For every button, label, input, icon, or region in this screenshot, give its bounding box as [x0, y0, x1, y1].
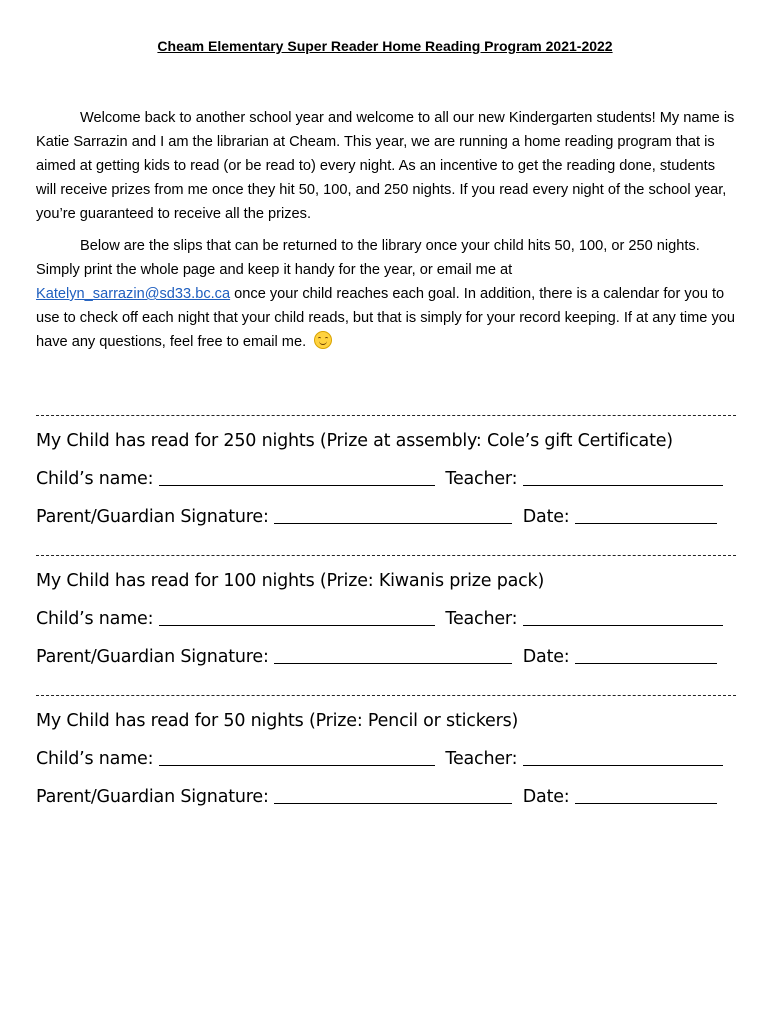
- date-field[interactable]: [575, 509, 717, 524]
- email-link[interactable]: Katelyn_sarrazin@sd33.bc.ca: [36, 286, 231, 302]
- teacher-label: Teacher:: [445, 749, 518, 769]
- signature-field[interactable]: [274, 789, 512, 804]
- cut-line: [36, 695, 736, 696]
- slip-50-signature-row: [36, 787, 717, 807]
- slip-100-heading: My Child has read for 100 nights (Prize: Kiwanis prize pack): [36, 571, 545, 591]
- teacher-label: Teacher:: [445, 609, 518, 629]
- document-title: Cheam Elementary Super Reader Home Reading Program 2021-2022: [157, 38, 613, 54]
- cut-line: [36, 555, 736, 556]
- teacher-field[interactable]: [523, 611, 723, 626]
- signature-label: Parent/Guardian Signature:: [36, 787, 269, 807]
- signature-field[interactable]: [274, 649, 512, 664]
- date-label: Date:: [522, 787, 570, 807]
- slip-250-heading: My Child has read for 250 nights (Prize at assembly: Cole’s gift Certificate): [36, 431, 673, 451]
- teacher-field[interactable]: [523, 751, 723, 766]
- teacher-label: Teacher:: [445, 469, 518, 489]
- slip-250-signature-row: [36, 507, 717, 527]
- date-field[interactable]: [575, 789, 717, 804]
- instructions-text-before: Below are the slips that can be returned to the library once your child hits 50, 100, or 250 nights. Simply print the whole page and keep it handy for the year, or email me at: [36, 238, 700, 278]
- smiling-face-icon: [314, 331, 332, 349]
- child-name-label: Child’s name:: [36, 609, 154, 629]
- signature-label: Parent/Guardian Signature:: [36, 507, 269, 527]
- child-name-label: Child’s name:: [36, 749, 154, 769]
- slip-50-name-row: [36, 749, 723, 769]
- slip-50-heading: My Child has read for 50 nights (Prize: Pencil or stickers): [36, 711, 519, 731]
- intro-paragraph: [36, 106, 736, 226]
- slip-100-name-row: [36, 609, 723, 629]
- date-label: Date:: [522, 507, 570, 527]
- intro-text: Welcome back to another school year and welcome to all our new Kindergarten students! My name is Katie Sarrazin and I am the librarian at Cheam. This year, we are running a home reading program that is aimed at getting kids to read (or be read to) every night. As an incentive to get the reading done, students will receive prizes from me once they hit 50, 100, and 250 nights. If you read every night of the school year, you’re guaranteed to receive all the prizes.: [36, 110, 735, 222]
- child-name-field[interactable]: [159, 611, 435, 626]
- child-name-label: Child’s name:: [36, 469, 154, 489]
- slip-100-signature-row: [36, 647, 717, 667]
- date-field[interactable]: [575, 649, 717, 664]
- instructions-paragraph: [36, 234, 736, 354]
- instructions-text-after: once your child reaches each goal. In addition, there is a calendar for you to use to check off each night that your child reads, but that is simply for your record keeping. If at any time you have any questions, feel free to email me.: [36, 286, 735, 350]
- cut-line: [36, 415, 736, 416]
- child-name-field[interactable]: [159, 471, 435, 486]
- signature-label: Parent/Guardian Signature:: [36, 647, 269, 667]
- child-name-field[interactable]: [159, 751, 435, 766]
- slip-250-name-row: [36, 469, 723, 489]
- teacher-field[interactable]: [523, 471, 723, 486]
- signature-field[interactable]: [274, 509, 512, 524]
- date-label: Date:: [522, 647, 570, 667]
